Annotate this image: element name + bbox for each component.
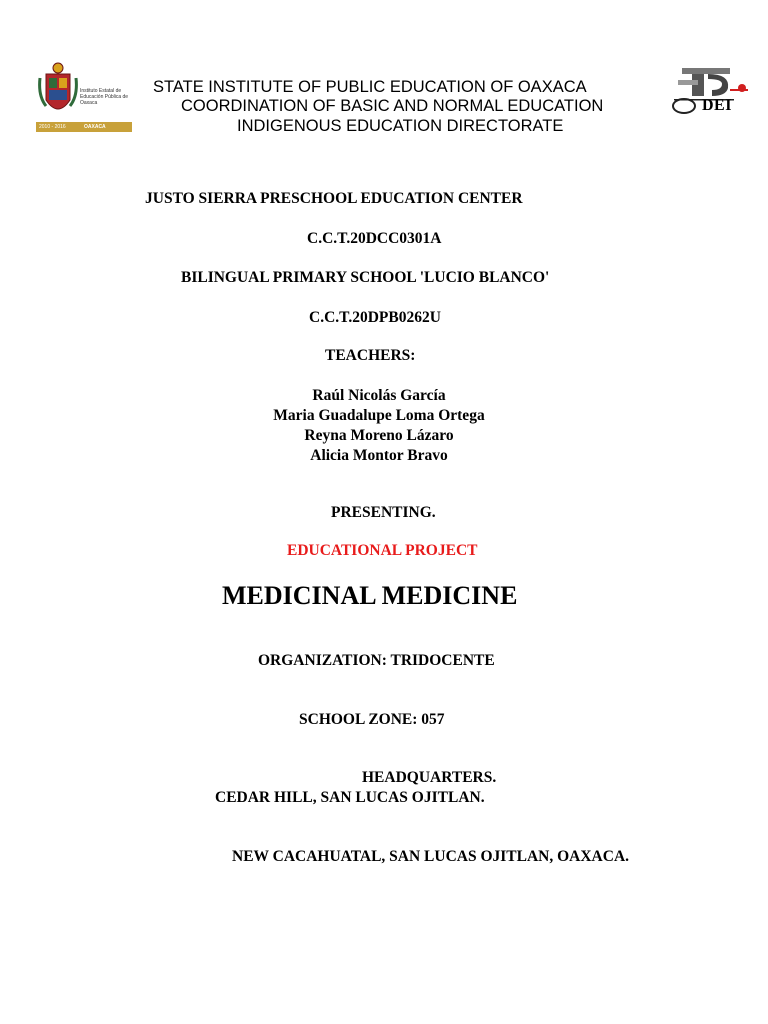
- header-line-2: COORDINATION OF BASIC AND NORMAL EDUCATION: [181, 97, 604, 115]
- project-title: MEDICINAL MEDICINE: [222, 581, 518, 610]
- teachers-label: TEACHERS:: [325, 347, 416, 364]
- logo-band: [36, 122, 132, 132]
- teacher-name: Maria Guadalupe Loma Ortega: [273, 407, 485, 424]
- dei-logo-text: DEI: [702, 97, 732, 114]
- institute-logo: [36, 60, 132, 132]
- organization: ORGANIZATION: TRIDOCENTE: [258, 652, 495, 669]
- teachers-list: [204, 386, 554, 466]
- presenting-label: PRESENTING.: [331, 504, 436, 521]
- cct-code-1: C.C.T.20DCC0301A: [307, 230, 442, 247]
- school-zone: SCHOOL ZONE: 057: [299, 711, 445, 728]
- teacher-name: Reyna Moreno Lázaro: [304, 427, 454, 444]
- headquarters-label: HEADQUARTERS.: [362, 769, 497, 786]
- project-label: EDUCATIONAL PROJECT: [287, 542, 478, 559]
- dei-logo: [668, 66, 754, 118]
- logo-text: Instituto Estatal de Educación Pública de Oaxaca: [80, 88, 129, 106]
- state-crest-icon: [38, 60, 78, 122]
- preschool-name: JUSTO SIERRA PRESCHOOL EDUCATION CENTER: [145, 190, 523, 207]
- logo-band-state: OAXACA: [84, 124, 106, 130]
- logo-band-years: 2010 - 2016: [39, 124, 66, 130]
- header-line-3: INDIGENOUS EDUCATION DIRECTORATE: [237, 117, 564, 135]
- teacher-name: Raúl Nicolás García: [312, 387, 446, 404]
- cct-code-2: C.C.T.20DPB0262U: [309, 309, 441, 326]
- headquarters-address: CEDAR HILL, SAN LUCAS OJITLAN.: [215, 789, 485, 806]
- primary-school-name: BILINGUAL PRIMARY SCHOOL 'LUCIO BLANCO': [181, 269, 550, 286]
- header-line-1: STATE INSTITUTE OF PUBLIC EDUCATION OF OAXACA: [153, 78, 587, 96]
- location: NEW CACAHUATAL, SAN LUCAS OJITLAN, OAXACA.: [232, 848, 630, 865]
- teacher-name: Alicia Montor Bravo: [310, 447, 448, 464]
